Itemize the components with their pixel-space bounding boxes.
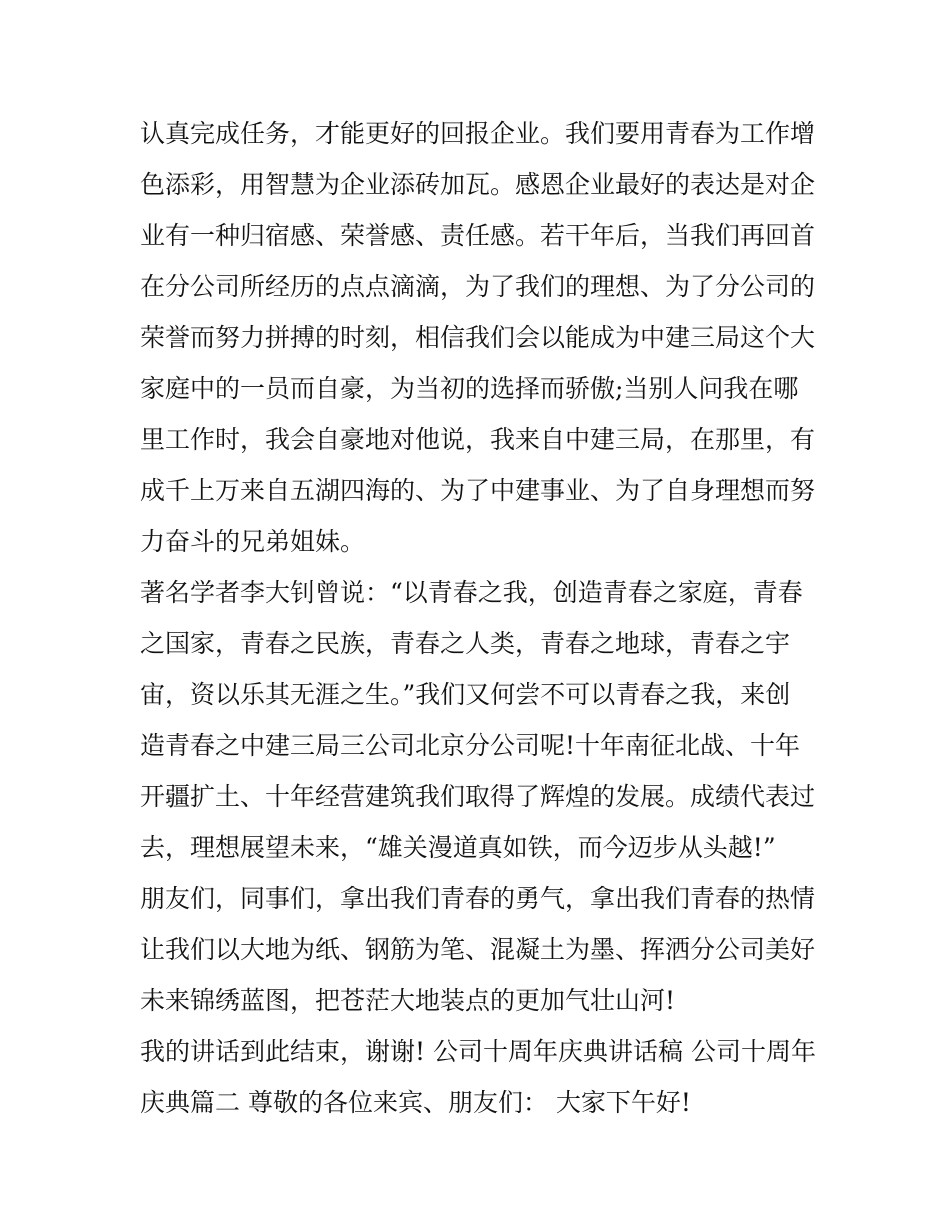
text-line: 庆典篇二 尊敬的各位来宾、朋友们： 大家下午好! — [140, 1088, 691, 1117]
text-line: 造青春之中建三局三公司北京分公司呢!十年南征北战、十年 — [140, 731, 801, 760]
text-line: 认真完成任务，才能更好的回报企业。我们要用青春为工作增 — [140, 119, 816, 148]
text-line: 力奋斗的兄弟姐妹。 — [140, 527, 366, 556]
text-line: 宙，资以乐其无涯之生。”我们又何尝不可以青春之我，来创 — [140, 680, 791, 709]
text-line: 著名学者李大钊曾说：“以青春之我，创造青春之家庭，青春 — [140, 578, 803, 607]
text-line: 未来锦绣蓝图，把苍茫大地装点的更加气壮山河! — [140, 986, 676, 1015]
text-line: 之国家，青春之民族，青春之人类，青春之地球，青春之宇 — [140, 629, 791, 658]
text-line: 去，理想展望未来，“雄关漫道真如铁，而今迈步从头越!” — [140, 833, 776, 862]
text-line: 开疆扩土、十年经营建筑我们取得了辉煌的发展。成绩代表过 — [140, 782, 816, 811]
document-body — [140, 108, 830, 1128]
text-line: 我的讲话到此结束，谢谢! 公司十周年庆典讲话稿 公司十周年 — [140, 1037, 816, 1066]
text-line: 色添彩，用智慧为企业添砖加瓦。感恩企业最好的表达是对企 — [140, 170, 816, 199]
text-line: 在分公司所经历的点点滴滴，为了我们的理想、为了分公司的 — [140, 272, 816, 301]
text-line: 成千上万来自五湖四海的、为了中建事业、为了自身理想而努 — [140, 476, 816, 505]
text-line: 朋友们，同事们，拿出我们青春的勇气，拿出我们青春的热情 — [140, 884, 816, 913]
text-line: 业有一种归宿感、荣誉感、责任感。若干年后，当我们再回首 — [140, 221, 816, 250]
text-line: 荣誉而努力拼搏的时刻，相信我们会以能成为中建三局这个大 — [140, 323, 816, 352]
text-line: 家庭中的一员而自豪，为当初的选择而骄傲;当别人问我在哪 — [140, 374, 799, 403]
text-line: 让我们以大地为纸、钢筋为笔、混凝土为墨、挥洒分公司美好 — [140, 935, 816, 964]
text-line: 里工作时，我会自豪地对他说，我来自中建三局，在那里，有 — [140, 425, 816, 454]
